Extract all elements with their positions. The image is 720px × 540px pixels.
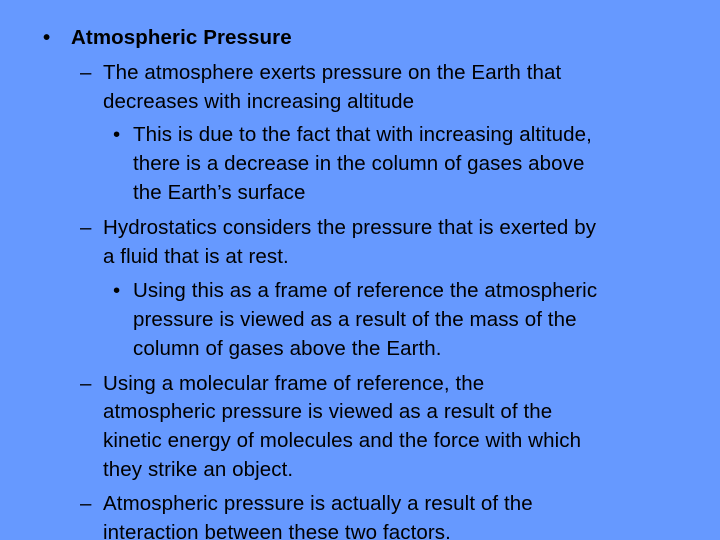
point-1-subpoint-line-1: This is due to the fact that with increasing altitude,	[133, 123, 592, 146]
heading-bullet-marker: •	[43, 26, 51, 49]
point-1-subpoint-line-3: the Earth’s surface	[133, 181, 306, 204]
point-1-subpoint-line-2: there is a decrease in the column of gases above	[133, 152, 585, 175]
point-3-line-1: Using a molecular frame of reference, the	[103, 372, 485, 395]
point-1-marker: –	[80, 61, 92, 84]
point-2-subpoint-marker: •	[113, 279, 121, 302]
point-1-line-1: The atmosphere exerts pressure on the Earth that	[103, 61, 562, 84]
point-2-line-1: Hydrostatics considers the pressure that is exerted by	[103, 216, 597, 239]
point-4-marker: –	[80, 492, 92, 515]
point-2-subpoint-line-1: Using this as a frame of reference the atmospheric	[133, 279, 598, 302]
point-4-line-1: Atmospheric pressure is actually a result of the	[103, 492, 533, 515]
slide-heading: Atmospheric Pressure	[71, 26, 292, 49]
point-3-line-2: atmospheric pressure is viewed as a result of the	[103, 400, 553, 423]
point-3-line-4: they strike an object.	[103, 458, 294, 481]
point-2-line-2: a fluid that is at rest.	[103, 245, 289, 268]
point-2-marker: –	[80, 216, 92, 239]
point-2-subpoint-line-3: column of gases above the Earth.	[133, 337, 442, 360]
point-2-subpoint-line-2: pressure is viewed as a result of the mass of the	[133, 308, 577, 331]
point-1-line-2: decreases with increasing altitude	[103, 90, 415, 113]
point-1-subpoint-marker: •	[113, 123, 121, 146]
point-4-line-2: interaction between these two factors.	[103, 521, 451, 540]
point-3-line-3: kinetic energy of molecules and the force with which	[103, 429, 582, 452]
point-3-marker: –	[80, 372, 92, 395]
